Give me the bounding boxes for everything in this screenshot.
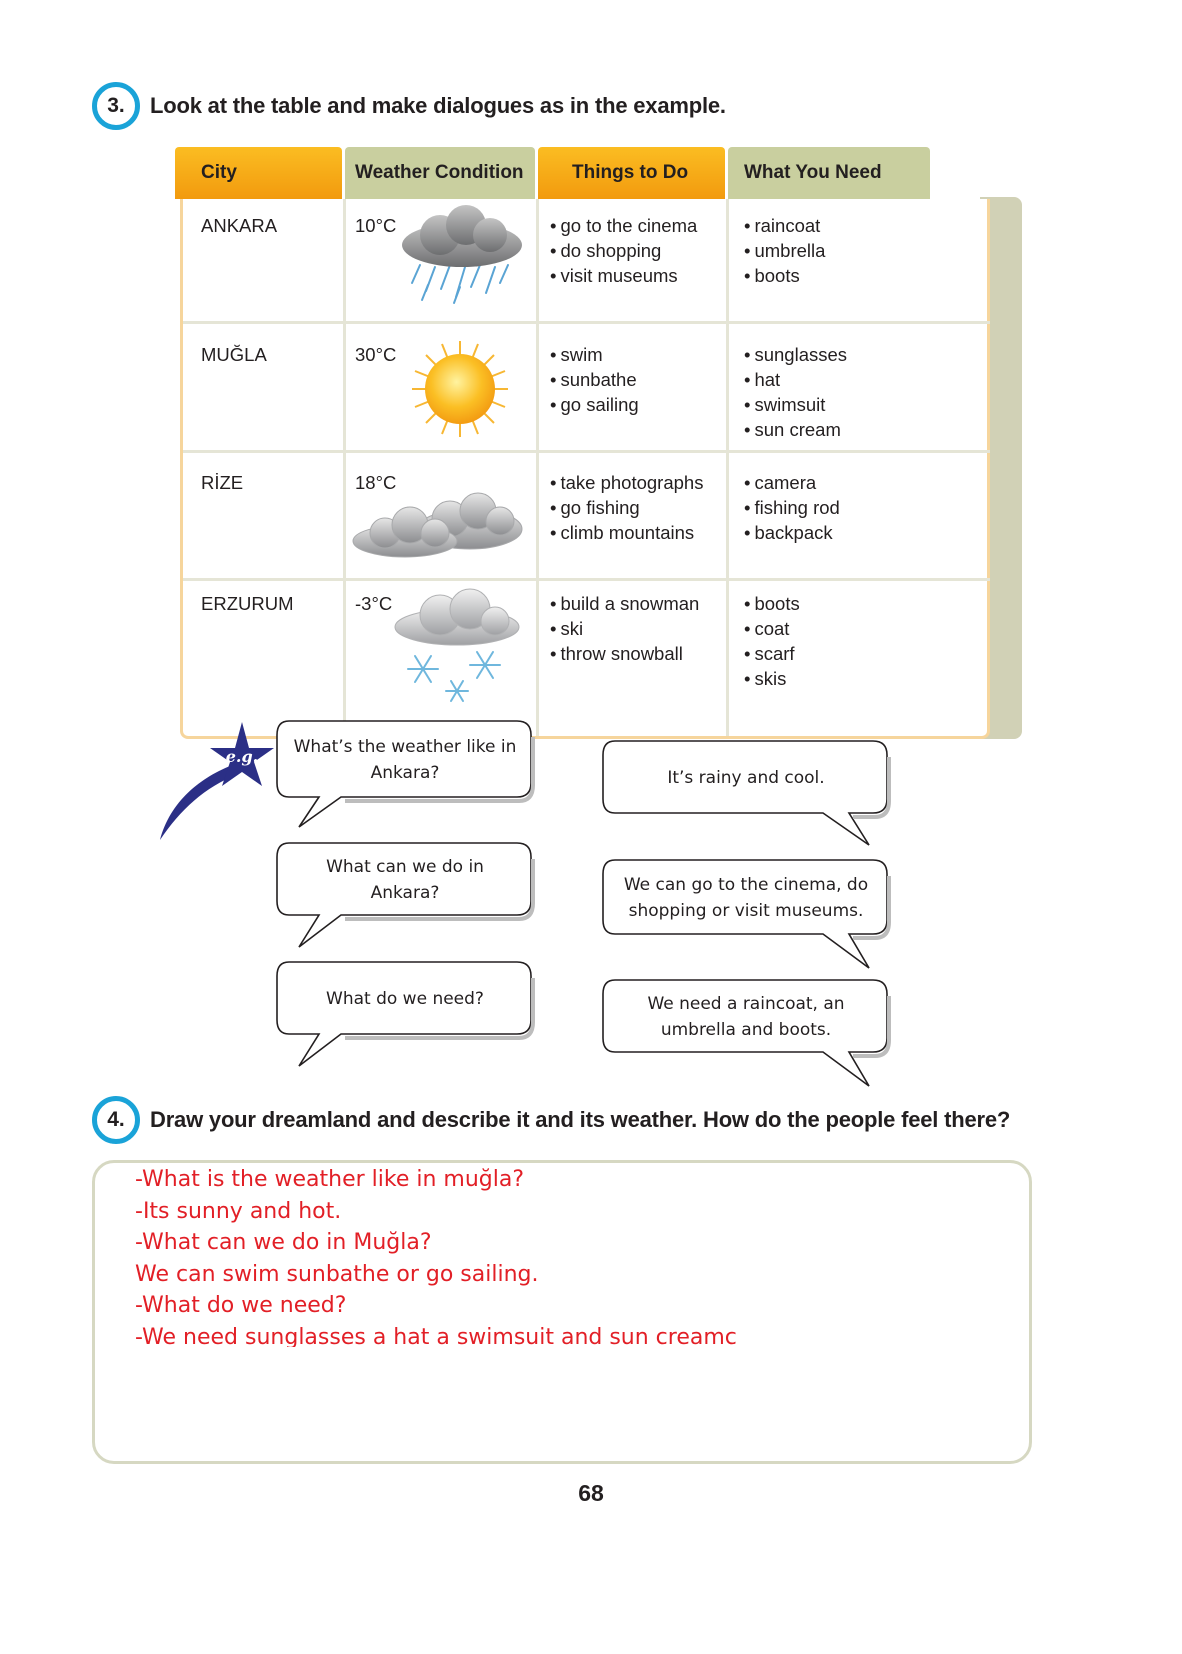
temp-mugla: 30°C [355, 344, 397, 365]
todo-ankara: • go to the cinema • do shopping • visit museums [550, 213, 697, 288]
exercise-4-heading [92, 1096, 1010, 1144]
need-mugla: • sunglasses • hat • swimsuit • sun cream [744, 342, 847, 442]
bubble-answer-3: We need a raincoat, an umbrella and boots. [601, 978, 891, 1056]
exercise-3-number: 3. [92, 82, 140, 130]
bubble-question-3: What do we need? [275, 960, 535, 1038]
bubble-question-1: What’s the weather like in Ankara? [275, 719, 535, 801]
exercise-3-heading [92, 82, 726, 130]
example-star-icon [150, 722, 280, 852]
todo-rize: • take photographs • go fishing • climb mountains [550, 470, 703, 545]
city-mugla: MUĞLA [201, 344, 267, 365]
temp-rize: 18°C [355, 472, 397, 493]
need-ankara: • raincoat • umbrella • boots [744, 213, 825, 288]
header-need: What You Need [728, 147, 930, 199]
answer-line: We can swim sunbathe or go sailing. [135, 1262, 539, 1287]
snow-cloud-icon [385, 587, 525, 712]
header-city: City [175, 147, 342, 199]
answer-line: -What can we do in Muğla? [135, 1230, 432, 1255]
temp-ankara: 10°C [355, 215, 397, 236]
answer-line: -What do we need? [135, 1293, 347, 1318]
need-erzurum: • boots • coat • scarf • skis [744, 591, 800, 691]
answer-box[interactable] [92, 1160, 1032, 1464]
todo-erzurum: • build a snowman • ski • throw snowball [550, 591, 699, 666]
header-things: Things to Do [538, 147, 725, 199]
rain-cloud-icon [400, 205, 525, 310]
need-rize: • camera • fishing rod • backpack [744, 470, 840, 545]
weather-table [180, 147, 1022, 739]
exercise-3-title: Look at the table and make dialogues as in the example. [150, 93, 726, 118]
example-badge: e.g. [225, 747, 259, 766]
city-erzurum: ERZURUM [201, 593, 294, 614]
exercise-4-number: 4. [92, 1096, 140, 1144]
todo-mugla: • swim • sunbathe • go sailing [550, 342, 639, 417]
bubble-answer-1: It’s rainy and cool. [601, 739, 891, 817]
exercise-4-title: Draw your dreamland and describe it and its weather. How do the people feel there? [150, 1107, 1011, 1132]
city-rize: RİZE [201, 472, 244, 493]
bubble-answer-2: We can go to the cinema, do shopping or visit museums. [601, 858, 891, 938]
answer-line: -Its sunny and hot. [135, 1199, 342, 1224]
header-weather: Weather Condition [345, 147, 535, 199]
city-ankara: ANKARA [201, 215, 278, 236]
sun-icon [410, 339, 510, 444]
answer-line: -What is the weather like in muğla? [135, 1167, 525, 1192]
page-number: 68 [578, 1480, 604, 1506]
temp-erzurum: -3°C [355, 593, 393, 614]
answer-line: -We need sunglasses a hat a swimsuit and sun creamc [135, 1325, 737, 1347]
bubble-question-2: What can we do in Ankara? [275, 841, 535, 919]
cloudy-icon [350, 489, 530, 564]
